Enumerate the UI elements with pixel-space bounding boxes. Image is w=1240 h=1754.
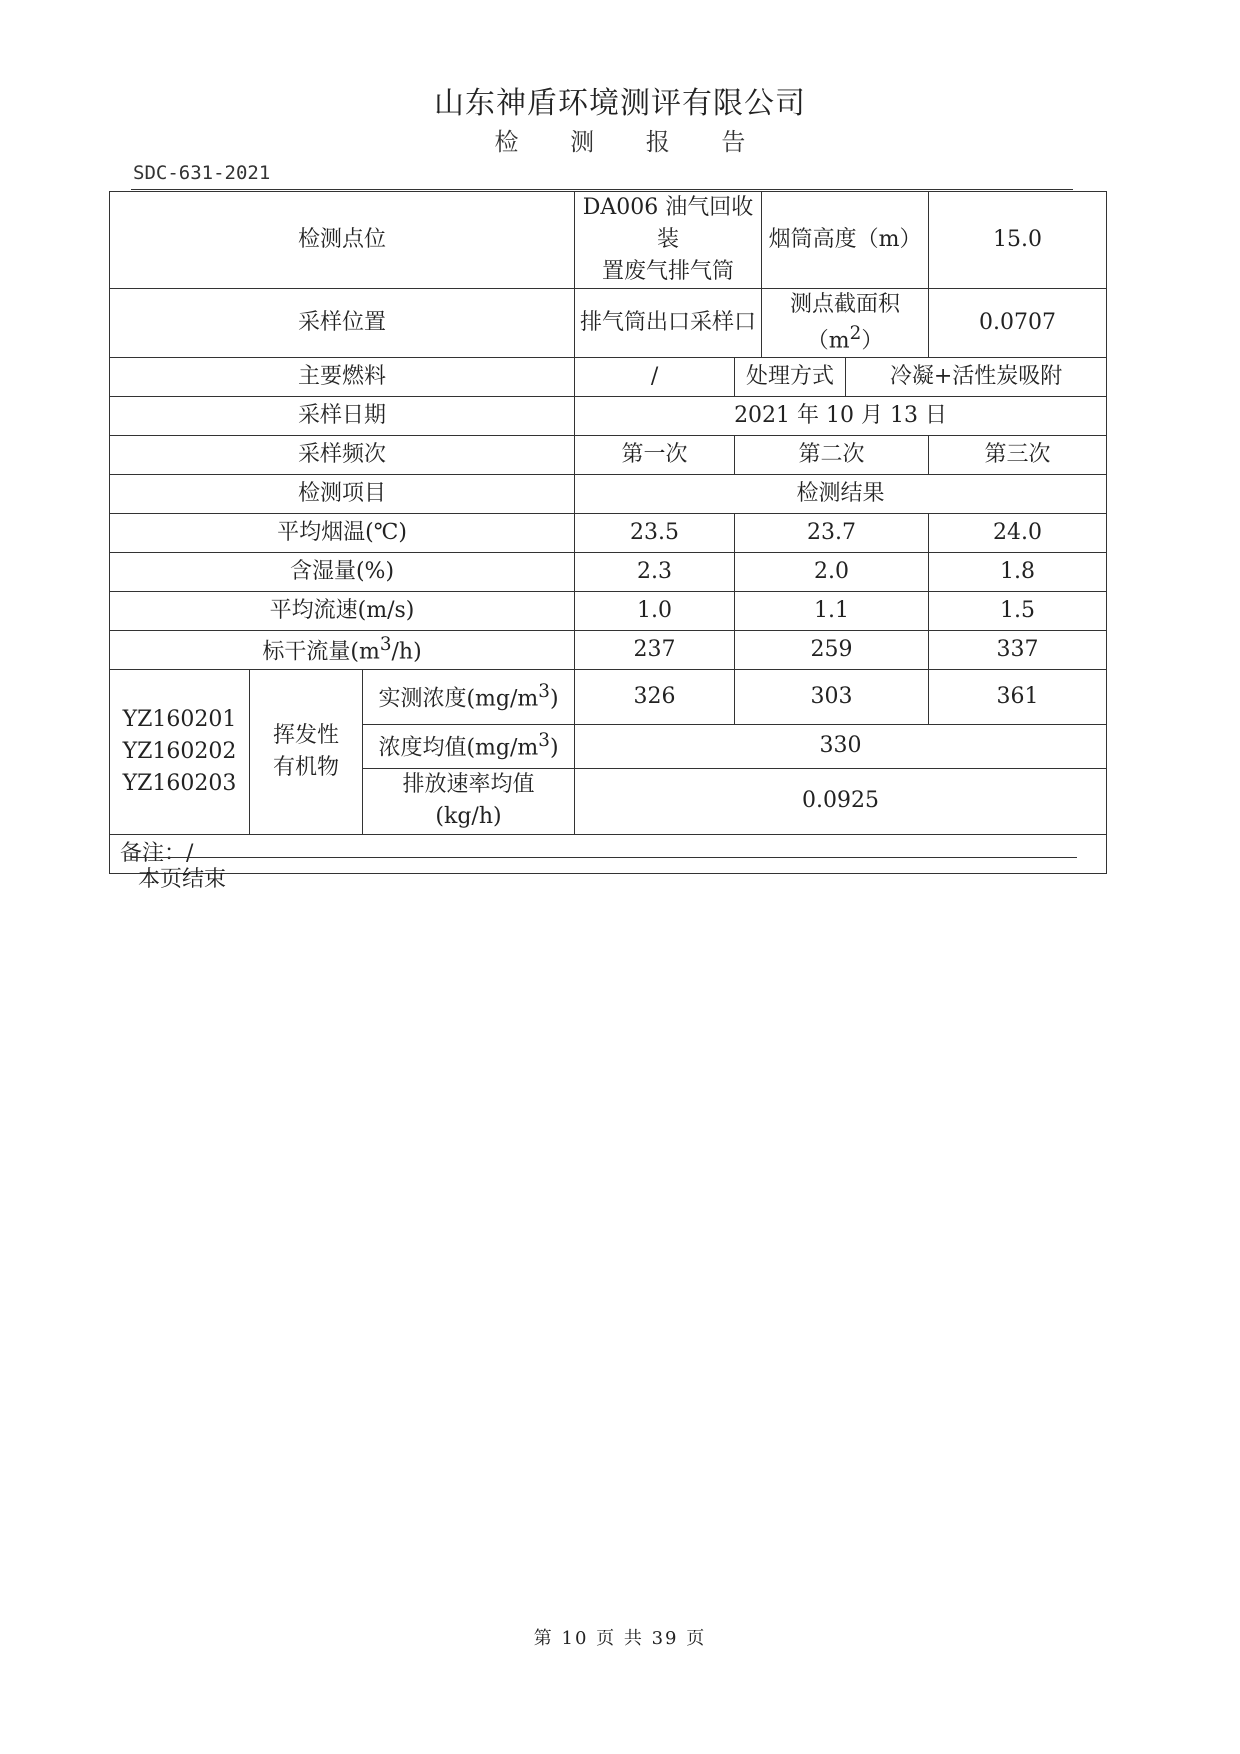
point-value (575, 192, 762, 289)
flow-value: 237 (575, 630, 735, 669)
param-value: 1.5 (929, 591, 1107, 630)
table-row (110, 552, 1107, 591)
flow-label: 标干流量$(m^3/h)$ (110, 630, 575, 669)
fuel-value: / (575, 357, 735, 396)
sample-id: YZ160203 (122, 770, 237, 796)
avg-conc-value: 330 (575, 724, 1107, 768)
company-name: 山东神盾环境测评有限公司 (434, 86, 806, 121)
footer-divider (131, 857, 1077, 858)
param-value: 1.1 (735, 591, 929, 630)
param-value: 2.0 (735, 552, 929, 591)
table-row (110, 834, 1107, 873)
flow-value: 337 (929, 630, 1107, 669)
table-row (110, 357, 1107, 396)
param-label: 平均烟温(℃) (110, 513, 575, 552)
pollutant-name: 挥发性 有机物 (250, 669, 363, 834)
date-label: 采样日期 (110, 396, 575, 435)
emission-test-table (109, 191, 1107, 874)
document-type: 检 测 报 告 (494, 128, 768, 156)
page-number: 第 10 页 共 39 页 (533, 1628, 707, 1649)
table-row (110, 513, 1107, 552)
param-label: 平均流速(m/s) (110, 591, 575, 630)
param-value: 23.5 (575, 513, 735, 552)
measured-conc-value: 303 (735, 669, 929, 724)
frequency-2: 第二次 (735, 435, 929, 474)
fuel-label: 主要燃料 (110, 357, 575, 396)
avg-conc-label: 浓度均值$(mg/m^3)$ (363, 724, 575, 768)
area-label: 测点截面积$(m^2)$ (762, 288, 929, 357)
page-end-note: 本页结束 (138, 867, 227, 892)
table-row (110, 630, 1107, 669)
result-label: 检测结果 (575, 474, 1107, 513)
remark: 备注：/ (110, 834, 1107, 873)
emission-rate-label: 排放速率均值 (kg/h) (363, 768, 575, 834)
sample-ids (110, 669, 250, 834)
sample-id: YZ160202 (122, 738, 237, 764)
frequency-3: 第三次 (929, 435, 1107, 474)
location-value: 排气筒出口采样口 (575, 288, 762, 357)
emission-rate-value: 0.0925 (575, 768, 1107, 834)
param-value: 1.8 (929, 552, 1107, 591)
frequency-label: 采样频次 (110, 435, 575, 474)
table-row (110, 474, 1107, 513)
table-row (110, 192, 1107, 289)
report-number: SDC-631-2021 (133, 162, 271, 184)
location-label: 采样位置 (110, 288, 575, 357)
area-value: 0.0707 (929, 288, 1107, 357)
sample-id: YZ160201 (122, 706, 237, 732)
param-value: 23.7 (735, 513, 929, 552)
param-value: 1.0 (575, 591, 735, 630)
stack-height-value: 15.0 (929, 192, 1107, 289)
measured-conc-value: 361 (929, 669, 1107, 724)
table-row (110, 669, 1107, 724)
param-value: 24.0 (929, 513, 1107, 552)
frequency-1: 第一次 (575, 435, 735, 474)
point-value-line2: 置废气排气筒 (602, 258, 735, 284)
header-divider (131, 189, 1073, 190)
table-row (110, 435, 1107, 474)
table-row (110, 396, 1107, 435)
date-value: 2021 年 10 月 13 日 (575, 396, 1107, 435)
stack-height-label: 烟筒高度（m） (762, 192, 929, 289)
measured-conc-label: 实测浓度$(mg/m^3)$ (363, 669, 575, 724)
treatment-label: 处理方式 (735, 357, 846, 396)
measured-conc-value: 326 (575, 669, 735, 724)
param-label: 含湿量(%) (110, 552, 575, 591)
table-row (110, 591, 1107, 630)
point-label: 检测点位 (110, 192, 575, 289)
item-label: 检测项目 (110, 474, 575, 513)
point-value-line1: DA006 油气回收装 (582, 195, 754, 252)
param-value: 2.3 (575, 552, 735, 591)
flow-value: 259 (735, 630, 929, 669)
table-row (110, 288, 1107, 357)
treatment-value: 冷凝+活性炭吸附 (846, 357, 1107, 396)
